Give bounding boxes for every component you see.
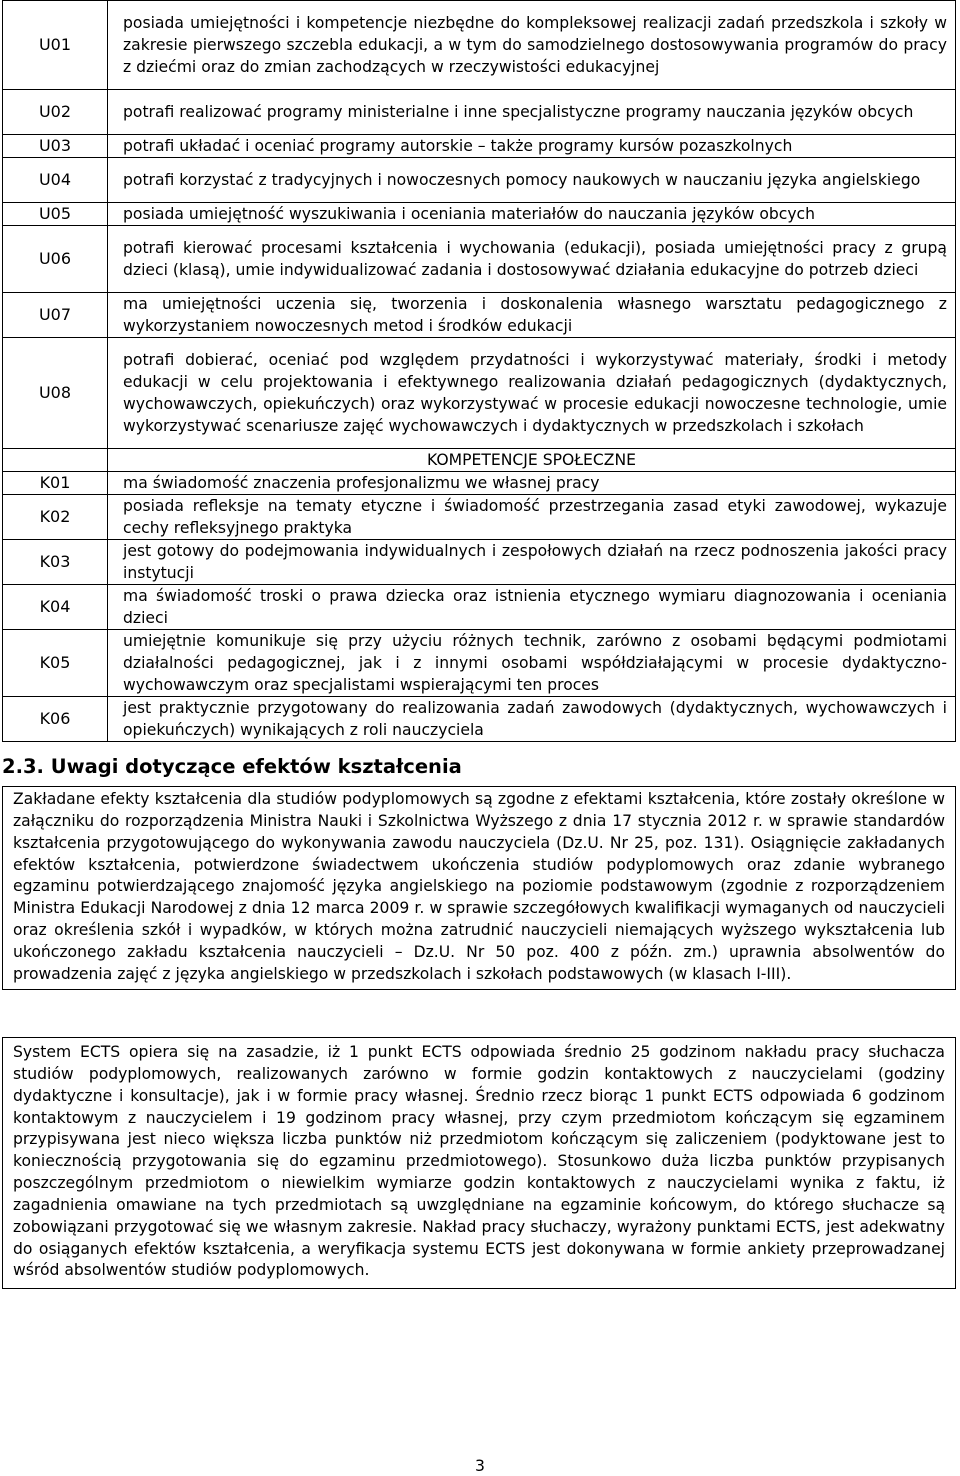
table-row: [3, 585, 956, 630]
table-row: [3, 495, 956, 540]
table-row: [3, 540, 956, 585]
table-row: [3, 135, 956, 158]
outcome-code: U06: [3, 226, 108, 293]
ects-paragraph: System ECTS opiera się na zasadzie, iż 1 punkt ECTS odpowiada średnio 25 godzinom nakładu pracy słuchacza studiów podyplomowych, realizowanych zarówno w formie godzin kontaktowych z nauczycielami (godziny dydaktyczne i konsultacje), jak i w formie pracy własnej. Średnio rzecz biorąc 1 punkt ECTS odpowiada 6 godzinom kontaktowym z nauczycielem i 19 godzinom pracy własnej, przy czym przedmiotom kończącym się egzaminem przypisywana jest nieco większa liczba punktów niż przedmiotom kończącym się zaliczeniem (podyktowane jest to koniecznością przygotowania się do egzaminu przedmiotowego). Stosunkowo duża liczba punktów przypisanych poszczególnym przedmiotom o niewielkim wymiarze godzin kontaktowych z nauczycielami wynika z faktu, iż zagadnienia omawiane na tych przedmiotach są uwzględniane na egzaminie końcowym, do którego słuchacze są zobowiązani przygotować się we własnym zakresie. Nakład pracy słuchaczy, wyrażony punktami ECTS, jest adekwatny do osiąganych efektów kształcenia, a weryfikacja systemu ECTS jest dokonywana w formie ankiety przeprowadzanej wśród absolwentów studiów podyplomowych.: [13, 1043, 945, 1280]
table-row: [3, 449, 956, 472]
table-row: [3, 226, 956, 293]
table-row: [3, 630, 956, 697]
outcome-description: potrafi realizować programy ministerialne i inne specjalistyczne programy nauczania języków obcych: [108, 90, 956, 135]
social-competences-header: KOMPETENCJE SPOŁECZNE: [108, 449, 956, 472]
outcome-code: U02: [3, 90, 108, 135]
table-row: [3, 472, 956, 495]
table-row: [3, 90, 956, 135]
outcome-description: posiada refleksje na tematy etyczne i świadomość przestrzegania zasad etyki zawodowej, wykazuje cechy refleksyjnego praktyka: [108, 495, 956, 540]
outcome-description: potrafi dobierać, oceniać pod względem przydatności i wykorzystywać materiały, środki i metody edukacji w celu projektowania i efektywnego realizowania działań pedagogicznych (dydaktycznych, wychowawczych, opiekuńczych) oraz wykorzystywać w procesie edukacji nowoczesne technologie, umie wykorzystywać scenariusze zajęć wychowawczych i dydaktycznych w przedszkolach i szkołach: [108, 338, 956, 449]
outcome-description: ma umiejętności uczenia się, tworzenia i doskonalenia własnego warsztatu pedagogicznego z wykorzystaniem nowoczesnych metod i środków edukacji: [108, 293, 956, 338]
legal-basis-box: [2, 786, 956, 990]
outcome-code: U07: [3, 293, 108, 338]
table-row: [3, 293, 956, 338]
outcome-code: U05: [3, 203, 108, 226]
table-row: [3, 158, 956, 203]
empty-code-cell: [3, 449, 108, 472]
outcome-code: K05: [3, 630, 108, 697]
legal-basis-paragraph: Zakładane efekty kształcenia dla studiów podyplomowych są zgodne z efektami kształcenia, które zostały określone w załączniku do rozporządzenia Ministra Nauki i Szkolnictwa Wyższego z dnia 17 stycznia 2012 r. w sprawie standardów kształcenia przygotowującego do wykonywania zawodu nauczyciela (Dz.U. Nr 25, poz. 131). Osiągnięcie zakładanych efektów kształcenia, potwierdzone świadectwem ukończenia studiów podyplomowych oraz zdanie wybranego egzaminu potwierdzającego znajomość języka angielskiego na poziomie podstawowym (zgodnie z rozporządzeniem Ministra Edukacji Narodowej z dnia 12 marca 2009 r. w sprawie szczegółowych kwalifikacji wymaganych od nauczycieli oraz określenia szkół i wypadków, w których można zatrudnić nauczycieli niemających wyższego wykształcenia lub ukończonego zakładu kształcenia nauczycieli – Dz.U. Nr 50 poz. 400 z późn. zm.) uprawnia absolwentów do prowadzenia zajęć z języka angielskiego w przedszkolach i szkołach podstawowych (w klasach I-III).: [13, 790, 945, 983]
outcome-code: U01: [3, 1, 108, 90]
outcome-description: ma świadomość troski o prawa dziecka oraz istnienia etycznego wymiaru diagnozowania i oceniania dzieci: [108, 585, 956, 630]
outcome-code: U04: [3, 158, 108, 203]
page-number: 3: [475, 1457, 485, 1475]
outcome-code: U03: [3, 135, 108, 158]
learning-outcomes-table: [2, 0, 956, 742]
outcome-description: potrafi układać i oceniać programy autorskie – także programy kursów pozaszkolnych: [108, 135, 956, 158]
outcome-description: umiejętnie komunikuje się przy użyciu różnych technik, zarówno z osobami będącymi podmiotami działalności pedagogicznej, jak i z innymi osobami współdziałającymi w procesie dydaktyczno-wychowawczym oraz specjalistami wspierającymi ten proces: [108, 630, 956, 697]
section-heading: 2.3. Uwagi dotyczące efektów kształcenia: [2, 755, 462, 778]
table-row: [3, 203, 956, 226]
outcome-description: jest gotowy do podejmowania indywidualnych i zespołowych działań na rzecz podnoszenia jakości pracy instytucji: [108, 540, 956, 585]
outcome-description: ma świadomość znaczenia profesjonalizmu we własnej pracy: [108, 472, 956, 495]
outcome-code: K02: [3, 495, 108, 540]
outcome-description: jest praktycznie przygotowany do realizowania zadań zawodowych (dydaktycznych, wychowawczych i opiekuńczych) wynikających z roli nauczyciela: [108, 697, 956, 742]
outcome-description: posiada umiejętność wyszukiwania i oceniania materiałów do nauczania języków obcych: [108, 203, 956, 226]
outcome-description: potrafi korzystać z tradycyjnych i nowoczesnych pomocy naukowych w nauczaniu języka angielskiego: [108, 158, 956, 203]
outcome-description: posiada umiejętności i kompetencje niezbędne do kompleksowej realizacji zadań przedszkola i szkoły w zakresie pierwszego szczebla edukacji, a w tym do samodzielnego dostosowywania programów do pracy z dziećmi oraz do zmian zachodzących w rzeczywistości edukacyjnej: [108, 1, 956, 90]
outcome-code: K03: [3, 540, 108, 585]
outcome-code: K06: [3, 697, 108, 742]
table-row: [3, 338, 956, 449]
table-row: [3, 1, 956, 90]
table-row: [3, 697, 956, 742]
outcome-code: K01: [3, 472, 108, 495]
outcome-code: K04: [3, 585, 108, 630]
outcome-description: potrafi kierować procesami kształcenia i wychowania (edukacji), posiada umiejętności pracy z grupą dzieci (klasą), umie indywidualizować zadania i dostosowywać działania edukacyjne do potrzeb dzieci: [108, 226, 956, 293]
outcome-code: U08: [3, 338, 108, 449]
ects-description-box: [2, 1037, 956, 1289]
